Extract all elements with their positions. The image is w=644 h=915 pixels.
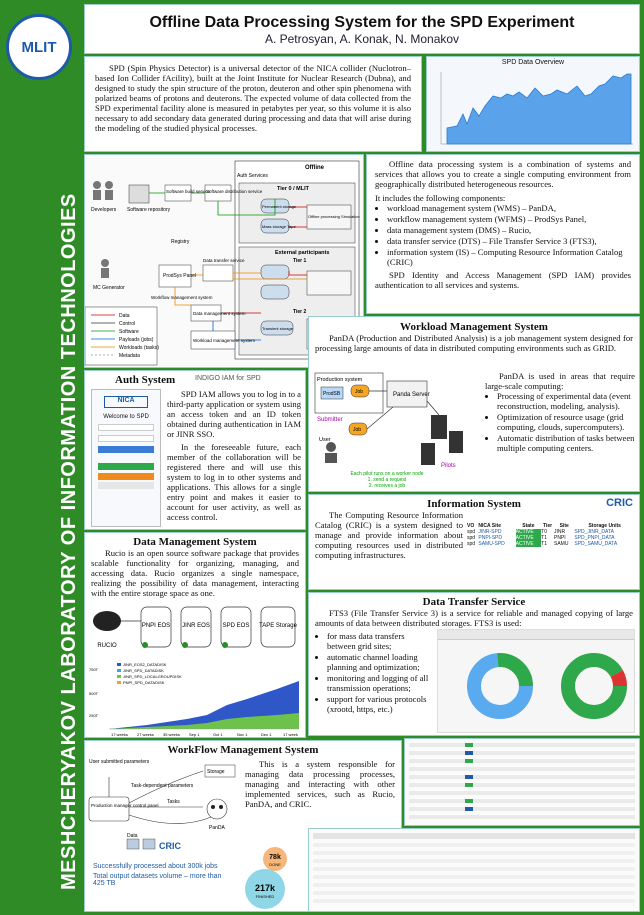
nica-logo: NICA	[104, 396, 148, 408]
svg-text:Job: Job	[353, 427, 362, 433]
fts-donut-green	[568, 660, 620, 712]
components-panel	[366, 154, 640, 314]
dms-intro: Rucio is an open source software package that provides scalable functionality for organizing, managing, and accessing data. Rucio organizes a single namespace, realizing the possibility of data management, interacting with the entire storage space as one.	[91, 548, 299, 598]
svg-text:Pilots: Pilots	[441, 463, 456, 469]
svg-text:Workflow management system: Workflow management system	[151, 295, 213, 300]
table-row[interactable]: spd SAMU-SPD ACTIVE T1 SAMU SPD_SAMU_DATA	[467, 541, 618, 547]
svg-text:Workloads (tasks): Workloads (tasks)	[119, 345, 159, 351]
is-panel	[308, 494, 640, 590]
overview-chart	[427, 66, 637, 150]
svg-text:Nov 1: Nov 1	[237, 732, 248, 737]
wfms-heading: WorkFlow Management System	[167, 744, 319, 756]
svg-text:Submitter: Submitter	[317, 417, 343, 423]
svg-text:MC Generator: MC Generator	[93, 285, 125, 291]
svg-text:JINR_SPD_LOCALGROUPDISK: JINR_SPD_LOCALGROUPDISK	[123, 674, 182, 679]
svg-text:CRIC: CRIC	[159, 841, 181, 851]
overview-chart-panel	[426, 56, 640, 152]
svg-text:750T: 750T	[89, 667, 99, 672]
svg-text:Data: Data	[119, 313, 130, 319]
svg-text:User: User	[319, 437, 331, 443]
svg-text:Data transfer service: Data transfer service	[203, 258, 245, 263]
register-button[interactable]	[98, 482, 154, 489]
rucio-usage-chart	[87, 659, 305, 737]
sidebar	[0, 0, 80, 915]
components-list	[375, 203, 631, 267]
wms-right	[485, 371, 635, 454]
intro-text: SPD (Spin Physics Detector) is a universal detector of the NICA collider (Nuclotron–based Ion Collider fAcility), built at the Joint Institute for Nuclear Research (Dubna), and designed to study the spin structure of the proton, deuteron and other spin phenomena with polarized beams of protons and deuterons. The expected volume of data collected from the SPD experimental facility alone is measured in petabytes per year, so this volume it is also necessary to add secondary data generated during processing and data that will arise during the modeling of the studied physical processes.	[95, 63, 411, 133]
auth-panel	[84, 370, 306, 530]
components-intro: Offline data processing system is a combination of systems and services that allows you to create a single computing environment from geographically distributed heterogeneous resources.	[375, 159, 631, 189]
svg-text:Mass storage Tape: Mass storage Tape	[262, 224, 296, 229]
stat-volume: Total output datasets volume – more than 425 TB	[93, 873, 222, 887]
wms-heading: Workload Management System	[400, 321, 548, 333]
svg-text:17 weeks: 17 weeks	[111, 732, 128, 737]
svg-text:1. send a request: 1. send a request	[367, 477, 407, 483]
list-item: • Processing of experimental data (event reconstruction, modeling, analysis).	[497, 391, 635, 411]
svg-text:Transient storage: Transient storage	[262, 326, 293, 331]
svg-text:PNPI EOS: PNPI EOS	[141, 623, 171, 629]
svg-text:Software: Software	[119, 329, 139, 335]
svg-text:DONE: DONE	[269, 862, 281, 867]
table-header: VO NICA Site State Tier Site Storage Units	[467, 523, 621, 529]
svg-text:External participants: External participants	[275, 250, 330, 256]
auth-text	[167, 389, 301, 522]
svg-text:RUCIO: RUCIO	[97, 643, 117, 649]
panda-diagram	[313, 371, 481, 489]
components-iam: SPD Identity and Access Management (SPD IAM) provides authentication to all services and systems.	[375, 270, 631, 290]
dts-intro: FTS3 (File Transfer Service 3) is a service for reliable and managed copying of large amounts of data between distributed storages. FTS3 is used:	[315, 608, 633, 628]
password-field[interactable]	[98, 435, 154, 442]
svg-text:Software build service: Software build service	[166, 189, 211, 194]
cric-logo: CRIC	[606, 497, 633, 509]
svg-text:Registry: Registry	[171, 239, 190, 245]
orange-button[interactable]	[98, 473, 154, 480]
svg-text:Metadata: Metadata	[119, 353, 140, 359]
svg-text:78k: 78k	[269, 854, 281, 861]
svg-text:Each pilot runs on a worker no: Each pilot runs on a worker node	[350, 471, 424, 477]
list-item: • support for various protocols (xrootd, https, etc.)	[327, 694, 433, 714]
svg-text:Software repository: Software repository	[127, 207, 171, 213]
mlit-logo	[6, 14, 72, 80]
svg-text:Data management system: Data management system	[193, 311, 246, 316]
svg-text:Software distribution service: Software distribution service	[206, 189, 263, 194]
wfms-stats	[93, 863, 225, 887]
list-item: • for mass data transfers between grid sites;	[327, 631, 433, 651]
auth-badge: INDIGO IAM for SPD	[195, 375, 261, 382]
wfms-diagram	[87, 757, 237, 851]
dts-panel	[308, 592, 640, 736]
svg-text:JINR_SPD_DATADISK: JINR_SPD_DATADISK	[123, 668, 164, 673]
svg-text:SPD EOS: SPD EOS	[222, 623, 250, 629]
list-item: • Automatic distribution of tasks between multiple computing centers.	[497, 433, 635, 453]
fts-dashboard	[437, 629, 635, 733]
wfms-intro: This is a system responsible for managing data processing processes, managing and interacting with other implemented services, such as Rucio, PanDA, and CRIC.	[245, 759, 395, 809]
svg-text:ProdSys Panel: ProdSys Panel	[163, 273, 197, 279]
list-item: • workflow management system (WFMS) – ProdSys Panel,	[387, 214, 631, 224]
overview-area	[447, 74, 631, 144]
svg-text:Task-dependent parameters: Task-dependent parameters	[131, 783, 194, 789]
dts-heading: Data Transfer Service	[422, 596, 526, 608]
table-row[interactable]: spd PNPI-SPD ACTIVE T1 PNPI SPD_PNPI_DATA	[467, 535, 615, 541]
svg-text:Storage: Storage	[207, 769, 225, 775]
wms-panel	[308, 316, 640, 492]
auth-login-screenshot	[91, 389, 161, 527]
logo-text: MLIT	[21, 39, 57, 56]
header-panel	[84, 4, 640, 54]
svg-text:Panda Server: Panda Server	[393, 392, 430, 398]
list-item: • data management system (DMS) – Rucio,	[387, 225, 631, 235]
fts-dashboard-header	[438, 630, 634, 640]
svg-text:Auth Services: Auth Services	[237, 173, 268, 179]
svg-text:ProdSB: ProdSB	[323, 391, 341, 397]
svg-text:Production system: Production system	[317, 377, 363, 383]
arch-people	[93, 181, 113, 278]
auth-p2: In the foreseeable future, each member of the collaboration will be registered there and will use this system to log in to other systems and applications. This allows for a single entry point and makes it easier to account for user activity, as well as access control.	[167, 442, 301, 522]
welcome-text: Welcome to SPD	[103, 414, 149, 420]
list-item: • data transfer service (DTS) – File Transfer Service 3 (FTS3),	[387, 236, 631, 246]
svg-text:PNPI_SPD_DATADISK: PNPI_SPD_DATADISK	[123, 680, 165, 685]
svg-text:Tier 2: Tier 2	[293, 309, 307, 315]
svg-text:JINR EOS: JINR EOS	[182, 623, 210, 629]
svg-text:Tier 1: Tier 1	[293, 258, 307, 264]
is-heading: Information System	[427, 498, 521, 510]
cric-table	[467, 523, 635, 547]
svg-text:TAPE Storage: TAPE Storage	[259, 623, 297, 629]
list-item: • automatic channel loading planning and optimization;	[327, 652, 433, 672]
svg-text:17 week: 17 week	[283, 732, 298, 737]
intro-panel	[84, 56, 422, 152]
svg-text:Tier 0 / MLIT: Tier 0 / MLIT	[277, 186, 309, 192]
rucio-storage-diagram	[87, 599, 305, 657]
svg-text:Job: Job	[355, 389, 364, 395]
wms-intro: PanDA (Production and Distributed Analysis) is a job management system designed for processing large amounts of data in distributed computing environments such as GRID.	[315, 333, 633, 353]
svg-text:Offline: Offline	[305, 165, 324, 171]
overview-chart-title: SPD Data Overview	[501, 59, 565, 66]
svg-text:Production manager control pan: Production manager control panel	[91, 803, 159, 808]
stat-jobs: Successfully processed about 300k jobs	[93, 863, 218, 870]
svg-text:Dec 1: Dec 1	[261, 732, 272, 737]
arch-label: Developers	[91, 207, 117, 213]
svg-text:2. receives a job: 2. receives a job	[368, 483, 406, 489]
svg-text:Permanent storage: Permanent storage	[262, 204, 297, 209]
svg-text:User submitted parameters: User submitted parameters	[89, 759, 150, 765]
svg-text:Oct 1: Oct 1	[213, 732, 223, 737]
username-field[interactable]	[98, 424, 154, 431]
svg-text:Data: Data	[127, 833, 138, 839]
svg-text:35 weeks: 35 weeks	[163, 732, 180, 737]
list-item: • workload management system (WMS) – PanDA,	[387, 203, 631, 213]
list-item: • Optimization of resource usage (grid computing, clouds, supercomputers).	[497, 412, 635, 432]
page-title: Offline Data Processing System for the SPD Experiment	[149, 14, 575, 31]
monitor-rows	[409, 743, 635, 819]
auth-p1: SPD IAM allows you to log in to a third-party application or system using an access token and an ID token obtained during authentication in IAM or JINR SSO.	[167, 389, 301, 439]
svg-text:Workload management system: Workload management system	[193, 338, 255, 343]
authors: A. Petrosyan, A. Konak, N. Monakov	[264, 32, 460, 46]
svg-text:Sep 1: Sep 1	[189, 732, 200, 737]
svg-text:Offline processing Simulation: Offline processing Simulation	[308, 214, 360, 219]
vertical-title: MESHCHERYAKOV LABORATORY OF INFORMATION TECHNOLOGIES	[58, 193, 80, 890]
components-lead: It includes the following components:	[375, 193, 506, 203]
svg-text:JINR_EOS2_DATADISK: JINR_EOS2_DATADISK	[123, 662, 167, 667]
wms-lead: PanDA is used in areas that require large-scale computing:	[485, 371, 635, 391]
svg-text:PanDA: PanDA	[209, 825, 225, 831]
wfms-text	[245, 759, 395, 809]
table-row[interactable]: spd JINR-SPD ACTIVE T0 JINR SPD_JINR_DATA	[467, 529, 614, 535]
jinr-sso-button[interactable]	[98, 463, 154, 470]
svg-text:500T: 500T	[89, 691, 99, 696]
auth-heading: Auth System	[115, 374, 176, 386]
dms-heading: Data Management System	[133, 536, 257, 548]
svg-text:Tasks: Tasks	[167, 799, 180, 805]
svg-text:FINISHED: FINISHED	[255, 894, 275, 899]
dts-list	[315, 631, 433, 715]
list-item: • information system (IS) – Computing Resource Information Catalog (CRIC)	[387, 247, 631, 267]
task-table-panel	[308, 828, 640, 912]
svg-text:Payloads (jobs): Payloads (jobs)	[119, 337, 154, 343]
dms-panel	[84, 532, 306, 738]
signin-button[interactable]	[98, 446, 154, 453]
is-intro: The Computing Resource Information Catalog (CRIC) is a system designed to manage and provide information about computing resources used in distributed computing infrastructures.	[315, 510, 463, 560]
svg-text:250T: 250T	[89, 713, 99, 718]
svg-text:27 weeks: 27 weeks	[137, 732, 154, 737]
monitor-table-panel	[404, 738, 640, 826]
svg-text:217k: 217k	[254, 883, 276, 893]
list-item: • monitoring and logging of all transmission operations;	[327, 673, 433, 693]
svg-text:Control: Control	[119, 321, 136, 327]
